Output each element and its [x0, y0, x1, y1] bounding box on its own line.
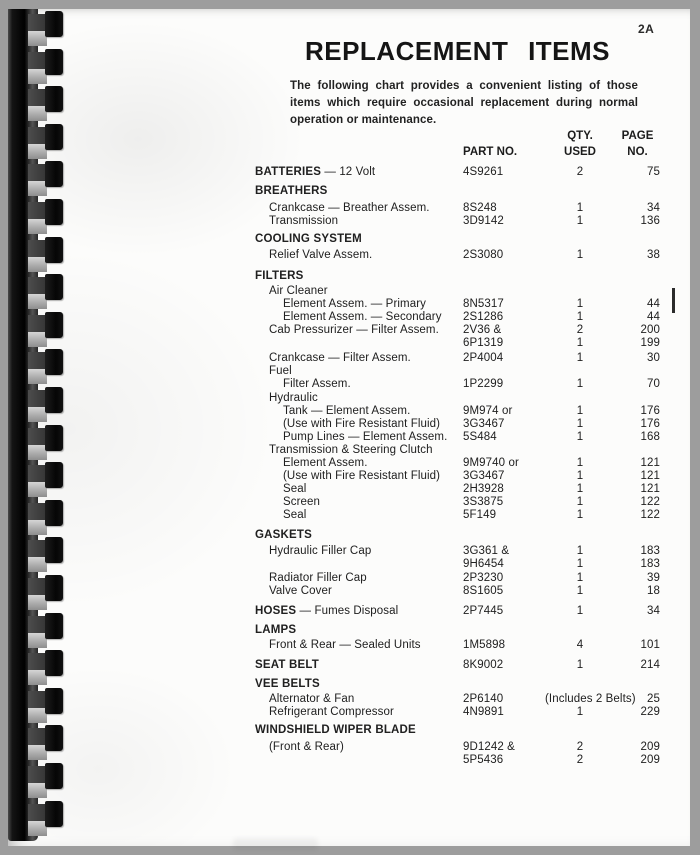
- item-label: Seal: [283, 509, 307, 521]
- page-ref: 121: [640, 457, 660, 469]
- page-ref: [615, 233, 660, 246]
- qty-used: [545, 365, 615, 378]
- page-ref: 121: [640, 470, 660, 482]
- page-ref: 30: [647, 352, 660, 364]
- item-label: Element Assem. — Secondary: [283, 311, 442, 323]
- table-row: [255, 605, 660, 618]
- page-ref: [615, 624, 660, 637]
- binding-tooth: [0, 616, 72, 650]
- item-label: Relief Valve Assem.: [269, 249, 373, 261]
- part-number: 1P2299: [463, 378, 504, 390]
- part-number: 2S3080: [463, 249, 504, 261]
- section-heading-row: [255, 724, 660, 737]
- part-number: [463, 529, 545, 542]
- page-ref: 199: [640, 337, 660, 349]
- qty-used: [545, 624, 615, 637]
- table-row: [255, 558, 660, 571]
- item-label: Radiator Filler Cap: [269, 572, 367, 584]
- table-header-spacer: [255, 128, 463, 160]
- page-ref: [615, 678, 660, 691]
- table-row: [255, 457, 660, 470]
- table-row: [255, 444, 660, 457]
- item-label: Filter Assem.: [283, 378, 351, 390]
- item-label: BREATHERS: [255, 185, 328, 197]
- part-number: 9M974 or: [463, 405, 513, 417]
- item-label: COOLING SYSTEM: [255, 233, 362, 245]
- qty-used: 1: [576, 457, 584, 469]
- item-label: Seal: [283, 483, 307, 495]
- table-row: [255, 706, 660, 719]
- part-number: 9H6454: [463, 558, 504, 570]
- part-number: 8S1605: [463, 585, 504, 597]
- binding-tooth: [0, 202, 72, 236]
- item-label: Fuel: [269, 365, 292, 377]
- page-number: 2A: [638, 22, 655, 36]
- page-ref: 168: [640, 431, 660, 443]
- page-ref: 101: [640, 639, 660, 651]
- page-ref: 44: [647, 311, 660, 323]
- page-sheet: [8, 9, 690, 846]
- binding-tooth-tip: [45, 86, 63, 112]
- page-title: REPLACEMENT ITEMS: [304, 36, 611, 66]
- item-label: HOSES — Fumes Disposal: [255, 605, 399, 617]
- qty-used: 2: [576, 754, 584, 766]
- binding-tooth-tip: [45, 11, 63, 37]
- binding-tooth: [0, 352, 72, 386]
- parts-table: [255, 166, 660, 767]
- table-row: [255, 311, 660, 324]
- part-number: 3G3467: [463, 470, 505, 482]
- page-ref: 214: [640, 659, 660, 671]
- item-label: [255, 754, 463, 767]
- table-row: [255, 431, 660, 444]
- part-number: 5S484: [463, 431, 497, 443]
- column-header-page-no: [615, 128, 660, 160]
- table-row: [255, 483, 660, 496]
- part-number: 3G3467: [463, 418, 505, 430]
- qty-used: 1: [576, 585, 584, 597]
- page-ref: 122: [640, 509, 660, 521]
- qty-used: 4: [576, 639, 584, 651]
- table-row: [255, 509, 660, 522]
- part-number: 9D1242 &: [463, 741, 515, 753]
- item-label: GASKETS: [255, 529, 312, 541]
- section-heading-row: [255, 624, 660, 637]
- table-row: [255, 693, 660, 706]
- item-label: Screen: [283, 496, 321, 508]
- qty-used: 1: [576, 405, 584, 417]
- qty-used: (Includes 2 Belts): [545, 693, 636, 705]
- page-ref: [615, 392, 660, 405]
- page-ref: [615, 185, 660, 198]
- binding-tooth-tip: [45, 161, 63, 187]
- qty-used: [545, 392, 615, 405]
- part-number: 6P1319: [463, 337, 504, 349]
- qty-used: 2: [576, 324, 584, 336]
- item-label: Hydraulic Filler Cap: [269, 545, 372, 557]
- table-row: [255, 418, 660, 431]
- page-ref: [615, 365, 660, 378]
- item-label: (Use with Fire Resistant Fluid): [283, 470, 441, 482]
- part-number: 8S248: [463, 202, 497, 214]
- binding-tooth: [0, 804, 72, 838]
- page-ref: 18: [647, 585, 660, 597]
- section-heading-row: [255, 678, 660, 691]
- intro-paragraph: The following chart provides a convenient listing of those items which require occasional replacement during normal operation or maintenance.: [290, 80, 638, 126]
- part-number: 3G361 &: [463, 545, 510, 557]
- qty-used: [545, 529, 615, 542]
- page-ref: 200: [640, 324, 660, 336]
- binding-tooth-tip: [45, 613, 63, 639]
- qty-used: 1: [576, 558, 584, 570]
- page-ref: 229: [640, 706, 660, 718]
- table-row: [255, 754, 660, 767]
- qty-used: 1: [576, 706, 584, 718]
- qty-used: [545, 270, 615, 283]
- table-row: [255, 659, 660, 672]
- table-row: [255, 378, 660, 391]
- page-ref: [615, 285, 660, 298]
- part-number: 4N9891: [463, 706, 504, 718]
- item-label: [255, 337, 463, 350]
- item-label: Alternator & Fan: [269, 693, 355, 705]
- table-row: [255, 365, 660, 378]
- qty-used: 2: [576, 741, 584, 753]
- item-label: WINDSHIELD WIPER BLADE: [255, 724, 416, 736]
- item-label: Refrigerant Compressor: [269, 706, 394, 718]
- page-ref: 70: [647, 378, 660, 390]
- part-number: 2S1286: [463, 311, 504, 323]
- page-ref: 25: [647, 693, 660, 705]
- item-label: Crankcase — Breather Assem.: [269, 202, 430, 214]
- part-number: 2P3230: [463, 572, 504, 584]
- binding-tooth-tip: [45, 387, 63, 413]
- binding-tooth-tip: [45, 274, 63, 300]
- page-ref: 176: [640, 405, 660, 417]
- section-heading-row: [255, 529, 660, 542]
- binding-tooth: [0, 89, 72, 123]
- part-number: [463, 624, 545, 637]
- binding-tooth: [0, 277, 72, 311]
- page-ref: 75: [647, 166, 660, 178]
- table-row: [255, 741, 660, 754]
- page-ref: 209: [640, 754, 660, 766]
- column-header-qty-used: [545, 128, 615, 160]
- qty-used: 1: [576, 470, 584, 482]
- item-label: Air Cleaner: [269, 285, 328, 297]
- binding-tooth: [0, 540, 72, 574]
- qty-used: [545, 185, 615, 198]
- part-number: [463, 185, 545, 198]
- table-header: [255, 128, 660, 160]
- table-row: [255, 639, 660, 652]
- binding-tooth-tip: [45, 349, 63, 375]
- table-row: [255, 545, 660, 558]
- part-number: [463, 392, 545, 405]
- item-label: (Use with Fire Resistant Fluid): [283, 418, 441, 430]
- page-ref: [615, 529, 660, 542]
- qty-used: 1: [576, 572, 584, 584]
- item-label: [255, 558, 463, 571]
- part-number: 3S3875: [463, 496, 504, 508]
- part-number: [463, 285, 545, 298]
- part-number: 2P4004: [463, 352, 504, 364]
- item-label: SEAT BELT: [255, 659, 319, 671]
- part-number: 2P7445: [463, 605, 504, 617]
- qty-used: 1: [576, 483, 584, 495]
- item-label: Valve Cover: [269, 585, 332, 597]
- table-row: [255, 352, 660, 365]
- column-header-page-line1: PAGE: [621, 130, 654, 142]
- page-ref: 44: [647, 298, 660, 310]
- page-ref: 209: [640, 741, 660, 753]
- binding-tooth-tip: [45, 537, 63, 563]
- table-row: [255, 285, 660, 298]
- binding-tooth-tip: [45, 575, 63, 601]
- comb-binding: [0, 9, 72, 847]
- page-ref: 39: [647, 572, 660, 584]
- part-number: 2P6140: [463, 693, 504, 705]
- qty-used: 1: [576, 337, 584, 349]
- table-row: [255, 249, 660, 262]
- binding-tooth: [0, 164, 72, 198]
- binding-tooth-tip: [45, 500, 63, 526]
- qty-used: 1: [576, 496, 584, 508]
- qty-used: 2: [576, 166, 584, 178]
- table-row: [255, 572, 660, 585]
- qty-used: 1: [576, 249, 584, 261]
- item-label: Element Assem. — Primary: [283, 298, 426, 310]
- part-number: [463, 724, 545, 737]
- item-label: Cab Pressurizer — Filter Assem.: [269, 324, 439, 336]
- qty-used: [545, 285, 615, 298]
- binding-tooth-tip: [45, 124, 63, 150]
- column-header-part-no: PART NO.: [463, 146, 518, 158]
- part-number: 1M5898: [463, 639, 506, 651]
- column-header-qty-line2: USED: [564, 146, 596, 158]
- qty-used: [545, 444, 615, 457]
- part-number: 5F149: [463, 509, 497, 521]
- qty-used: 1: [576, 431, 584, 443]
- table-row: [255, 405, 660, 418]
- table-row: [255, 298, 660, 311]
- binding-tooth: [0, 691, 72, 725]
- qty-used: 1: [576, 215, 584, 227]
- part-number: 3D9142: [463, 215, 504, 227]
- binding-tooth-tip: [45, 462, 63, 488]
- qty-used: 1: [576, 311, 584, 323]
- binding-tooth: [0, 503, 72, 537]
- table-row: [255, 585, 660, 598]
- table-row: [255, 470, 660, 483]
- scan-smudge: [233, 838, 318, 850]
- part-number: 8K9002: [463, 659, 504, 671]
- qty-used: 1: [576, 298, 584, 310]
- page-ref: [615, 270, 660, 283]
- part-number: 5P5436: [463, 754, 504, 766]
- page-ref: 34: [647, 605, 660, 617]
- page-ref: 183: [640, 558, 660, 570]
- binding-tooth: [0, 240, 72, 274]
- table-row: [255, 392, 660, 405]
- binding-tooth-tip: [45, 237, 63, 263]
- binding-tooth-tip: [45, 425, 63, 451]
- binding-tooth-tip: [45, 725, 63, 751]
- section-heading-row: [255, 185, 660, 198]
- binding-tooth: [0, 315, 72, 349]
- qty-used: 1: [576, 605, 584, 617]
- binding-tooth: [0, 728, 72, 762]
- qty-used: 1: [576, 352, 584, 364]
- item-label: (Front & Rear): [269, 741, 344, 753]
- binding-tooth: [0, 390, 72, 424]
- item-label: Element Assem.: [283, 457, 368, 469]
- part-number: [463, 365, 545, 378]
- item-label: VEE BELTS: [255, 678, 320, 690]
- table-row: [255, 324, 660, 337]
- qty-used: 1: [576, 659, 584, 671]
- qty-used: [545, 678, 615, 691]
- item-label: FILTERS: [255, 270, 304, 282]
- binding-tooth-tip: [45, 49, 63, 75]
- part-number: 4S9261: [463, 166, 504, 178]
- qty-used: 1: [576, 545, 584, 557]
- qty-used: [545, 724, 615, 737]
- binding-tooth: [0, 653, 72, 687]
- binding-tooth-tip: [45, 312, 63, 338]
- table-row: [255, 202, 660, 215]
- item-label: BATTERIES — 12 Volt: [255, 166, 376, 178]
- qty-used: 1: [576, 509, 584, 521]
- item-label: Front & Rear — Sealed Units: [269, 639, 421, 651]
- binding-tooth: [0, 428, 72, 462]
- page-ref: 121: [640, 483, 660, 495]
- binding-tooth: [0, 52, 72, 86]
- part-number: 2H3928: [463, 483, 504, 495]
- part-number: 9M9740 or: [463, 457, 519, 469]
- page-ref: 122: [640, 496, 660, 508]
- item-label: Tank — Element Assem.: [283, 405, 411, 417]
- section-heading-row: [255, 270, 660, 283]
- table-row: [255, 166, 660, 179]
- binding-tooth: [0, 766, 72, 800]
- qty-used: 1: [576, 378, 584, 390]
- binding-tooth: [0, 578, 72, 612]
- table-row: [255, 215, 660, 228]
- page-ref: 34: [647, 202, 660, 214]
- page-ref: 38: [647, 249, 660, 261]
- page-ref: 136: [640, 215, 660, 227]
- part-number: 2V36 &: [463, 324, 502, 336]
- item-label: LAMPS: [255, 624, 297, 636]
- section-heading-row: [255, 233, 660, 246]
- page-ref: [615, 724, 660, 737]
- item-label: Pump Lines — Element Assem.: [283, 431, 448, 443]
- item-label: Transmission & Steering Clutch: [269, 444, 433, 456]
- revision-mark: [672, 288, 675, 313]
- page-ref: 183: [640, 545, 660, 557]
- binding-tooth-tip: [45, 688, 63, 714]
- page-ref: [615, 444, 660, 457]
- binding-tooth: [0, 127, 72, 161]
- part-number: [463, 233, 545, 246]
- part-number: [463, 270, 545, 283]
- binding-tooth-tip: [45, 801, 63, 827]
- qty-used: 1: [576, 202, 584, 214]
- item-label: Crankcase — Filter Assem.: [269, 352, 411, 364]
- binding-tooth-tip: [45, 650, 63, 676]
- item-label: Transmission: [269, 215, 339, 227]
- part-number: [463, 444, 545, 457]
- qty-used: [545, 233, 615, 246]
- column-header-qty-line1: QTY.: [567, 130, 593, 142]
- page-ref: 176: [640, 418, 660, 430]
- column-header-page-line2: NO.: [627, 146, 648, 158]
- binding-tooth: [0, 14, 72, 48]
- table-row: [255, 337, 660, 350]
- part-number: 8N5317: [463, 298, 504, 310]
- binding-tooth-tip: [45, 763, 63, 789]
- item-label: Hydraulic: [269, 392, 318, 404]
- binding-tooth-tip: [45, 199, 63, 225]
- table-row: [255, 496, 660, 509]
- qty-used: 1: [576, 418, 584, 430]
- part-number: [463, 678, 545, 691]
- binding-tooth: [0, 465, 72, 499]
